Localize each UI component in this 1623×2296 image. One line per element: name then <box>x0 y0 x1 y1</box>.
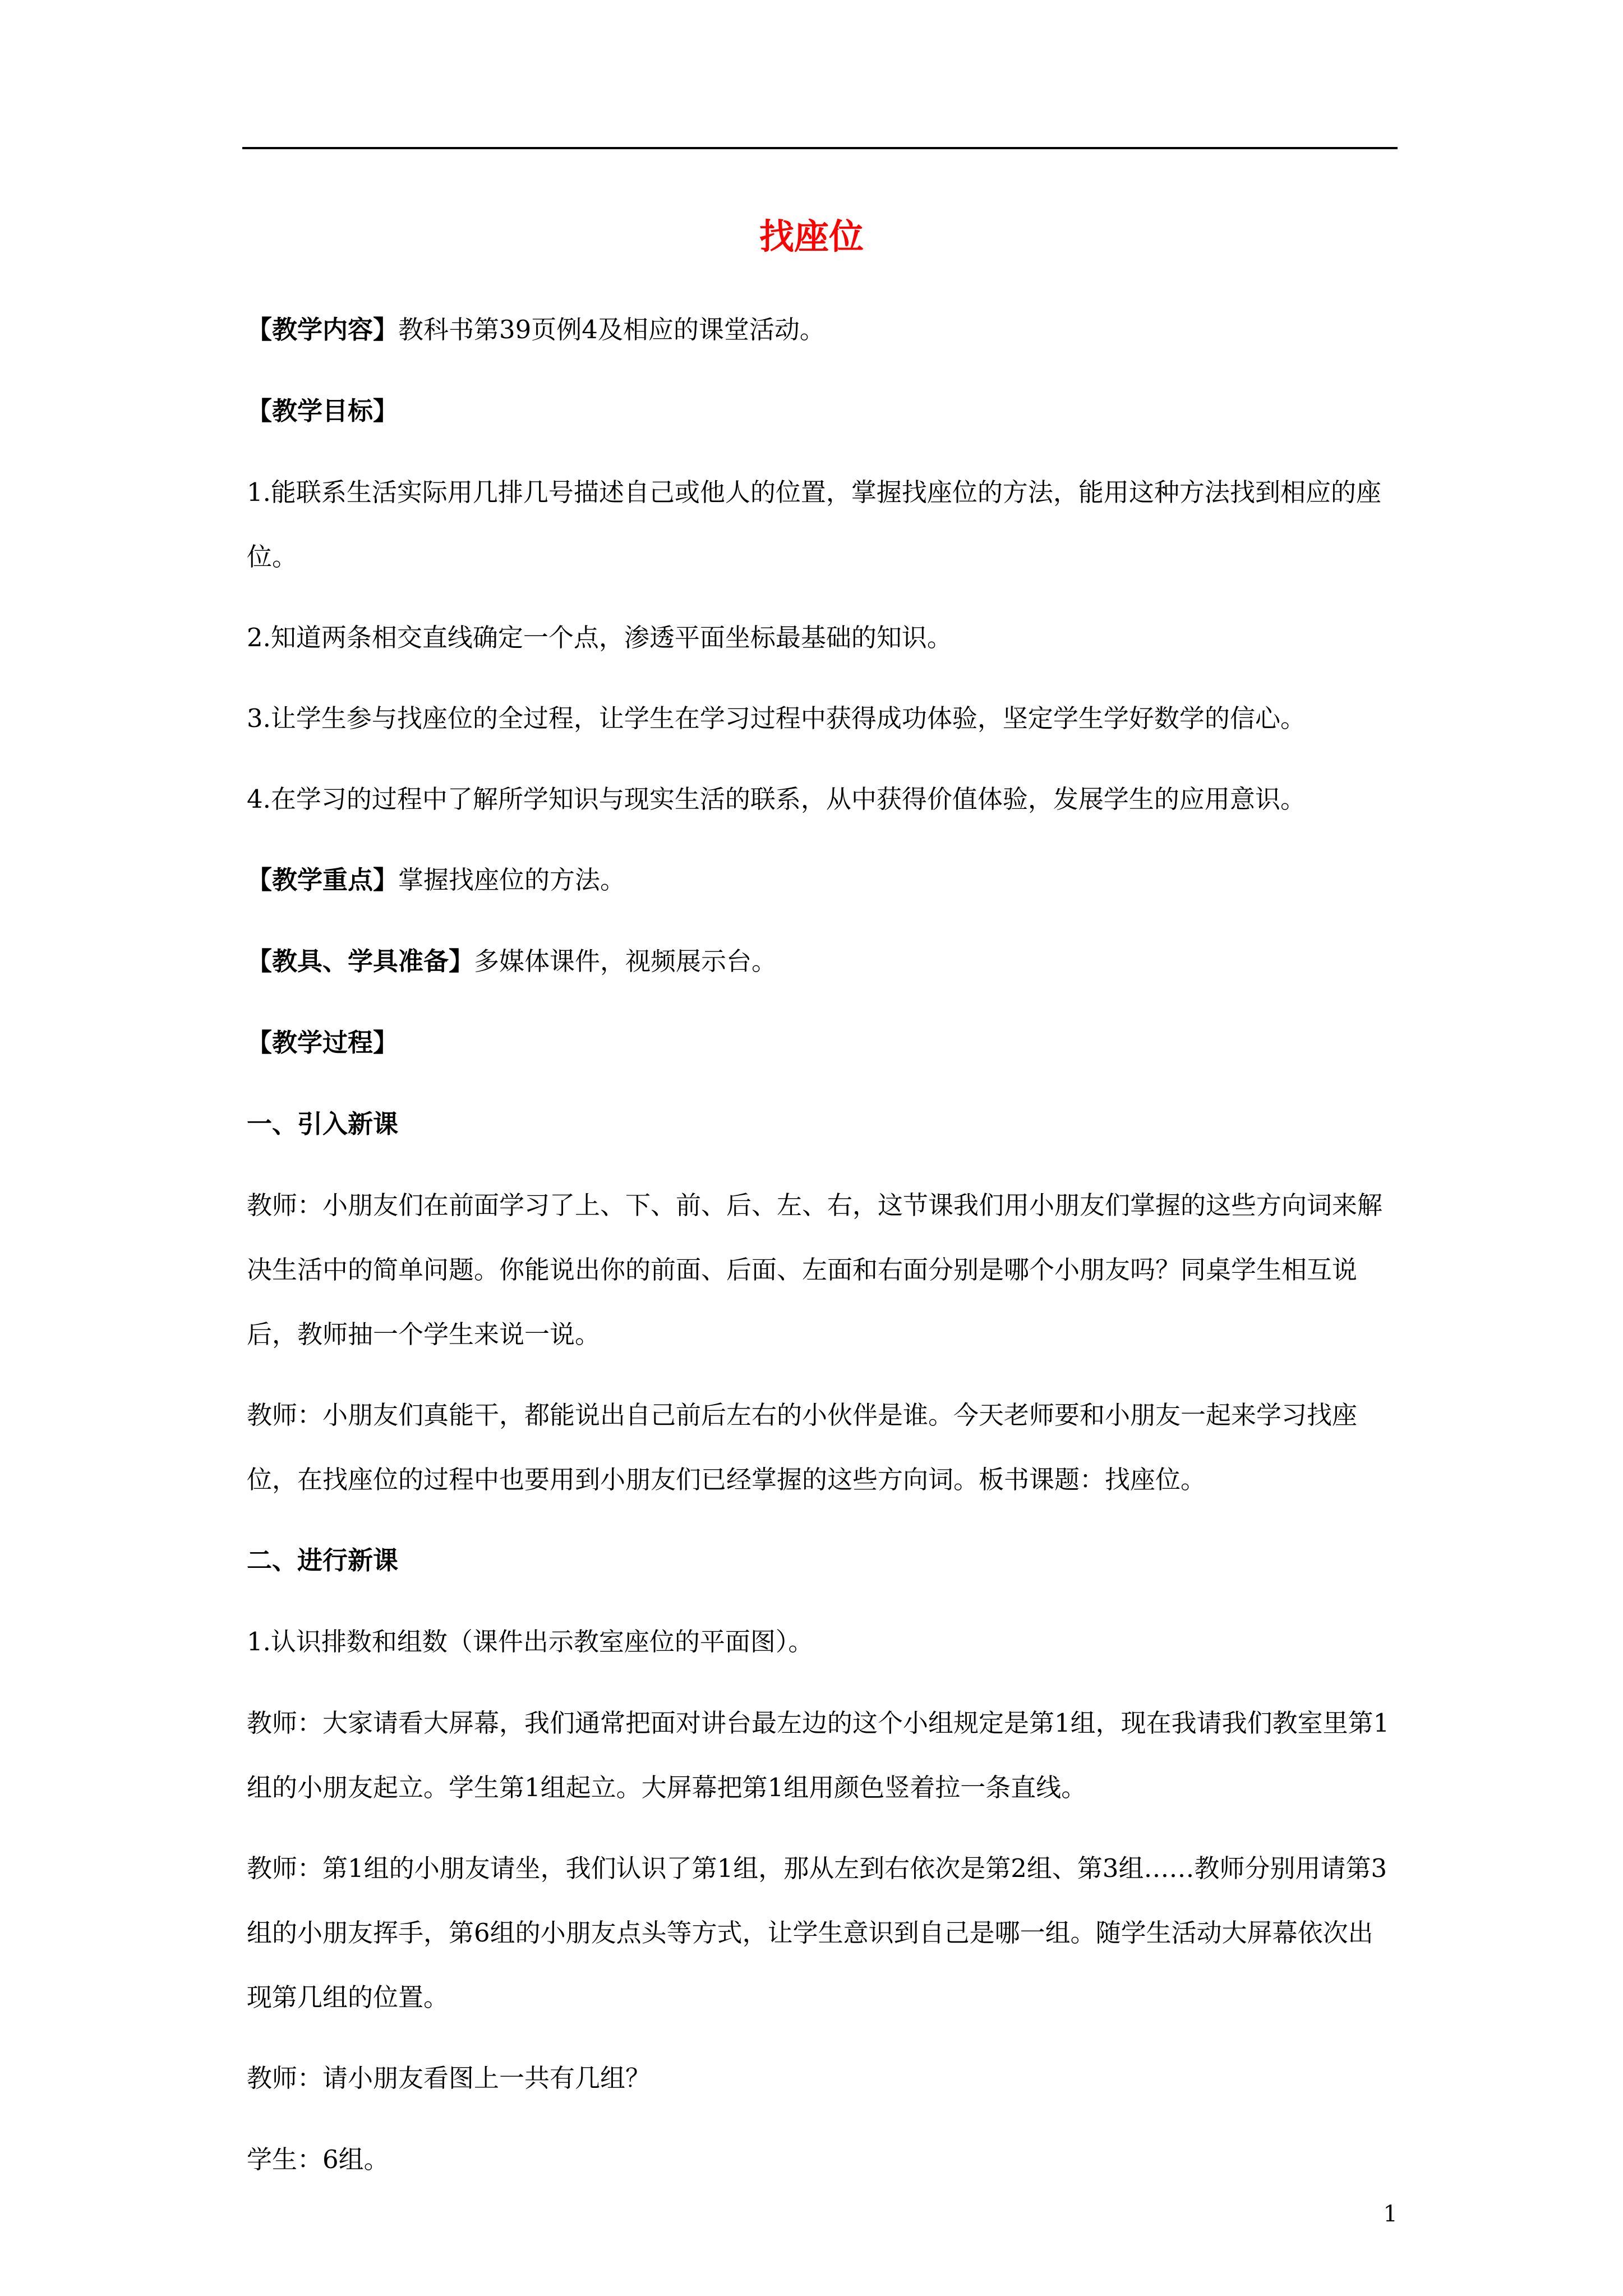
page-number: 1 <box>1383 2201 1398 2227</box>
teaching-tools <box>247 929 1393 994</box>
teaching-content <box>247 297 1393 362</box>
teaching-tools-text: 多媒体课件，视频展示台。 <box>474 946 777 976</box>
teaching-process-label: 【教学过程】 <box>247 1028 399 1057</box>
teaching-goals-label: 【教学目标】 <box>247 396 399 426</box>
section-paragraph: 1.认识排数和组数（课件出示教室座位的平面图）。 <box>247 1627 814 1657</box>
goal-item: 2.知道两条相交直线确定一个点，渗透平面坐标最基础的知识。 <box>247 623 952 652</box>
section-paragraph: 教师：小朋友们在前面学习了上、下、前、后、左、右，这节课我们用小朋友们掌握的这些方向词来解决生活中的简单问题。你能说出你的前面、后面、左面和右面分别是哪个小朋友吗？同桌学生相互说后，教师抽一个学生来说一说。 <box>247 1190 1383 1349</box>
teaching-key-label: 【教学重点】 <box>247 865 399 895</box>
teaching-key-point <box>247 848 1393 913</box>
section-paragraph: 教师：大家请看大屏幕，我们通常把面对讲台最左边的这个小组规定是第1组，现在我请我们教室里第1组的小朋友起立。学生第1组起立。大屏幕把第1组用颜色竖着拉一条直线。 <box>247 1708 1390 1802</box>
teaching-content-label: 【教学内容】 <box>247 315 399 344</box>
section-paragraph: 学生：6组。 <box>247 2145 389 2174</box>
header-rule <box>242 147 1398 149</box>
document-title: 找座位 <box>759 216 864 257</box>
teaching-goals-heading <box>247 379 1393 444</box>
teaching-content-text: 教科书第39页例4及相应的课堂活动。 <box>398 315 825 344</box>
goal-item: 1.能联系生活实际用几排几号描述自己或他人的位置，掌握找座位的方法，能用这种方法找到相应的座位。 <box>247 477 1381 572</box>
section-paragraph: 教师：第1组的小朋友请坐，我们认识了第1组，那从左到右依次是第2组、第3组……教师分别用请第3组的小朋友挥手，第6组的小朋友点头等方式，让学生意识到自己是哪一组。随学生活动大屏幕依次出现第几组的位置。 <box>247 1853 1387 2012</box>
document-body <box>247 297 1393 2208</box>
section-paragraph: 教师：请小朋友看图上一共有几组？ <box>247 2063 651 2093</box>
section-paragraph: 教师：小朋友们真能干，都能说出自己前后左右的小伙伴是谁。今天老师要和小朋友一起来学习找座位，在找座位的过程中也要用到小朋友们已经掌握的这些方向词。板书课题：找座位。 <box>247 1400 1358 1494</box>
teaching-key-text: 掌握找座位的方法。 <box>398 865 626 895</box>
teaching-tools-label: 【教具、学具准备】 <box>247 946 474 976</box>
goal-item: 3.让学生参与找座位的全过程，让学生在学习过程中获得成功体验，坚定学生学好数学的信心。 <box>247 703 1306 733</box>
goal-item: 4.在学习的过程中了解所学知识与现实生活的联系，从中获得价值体验，发展学生的应用意识。 <box>247 784 1306 814</box>
section-heading-intro: 一、引入新课 <box>247 1109 399 1139</box>
section-heading-new-lesson: 二、进行新课 <box>247 1545 399 1575</box>
teaching-process-heading <box>247 1010 1393 1075</box>
